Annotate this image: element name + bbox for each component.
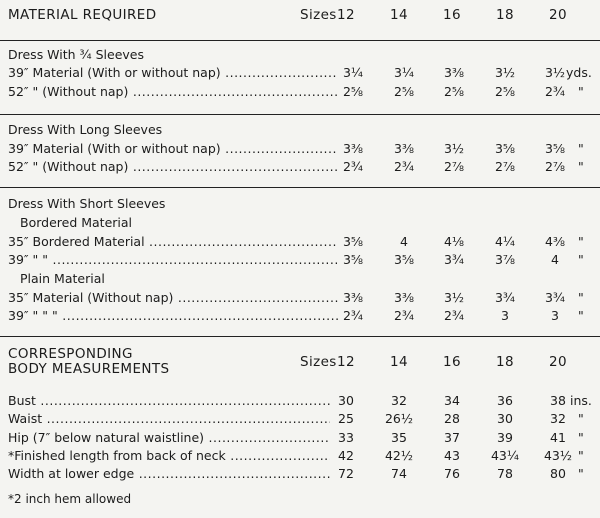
divider (0, 187, 600, 188)
divider (0, 114, 600, 115)
body-title-line1: CORRESPONDING (8, 346, 133, 362)
table-row: 35″ Bordered Material ..... 3⅝ 4 4⅛ 4¼ 4⅜ " (0, 233, 600, 250)
table-row: 35″ Material (Without nap) ..... 3⅜ 3⅜ 3½ 3¾ 3¾ " (0, 289, 600, 306)
size-12: 12 (337, 7, 355, 23)
footnote: *2 inch hem allowed (8, 492, 132, 506)
table-row: 39″ Material (With or without nap) ..... 3¼ 3¼ 3⅜ 3½ 3½ yds. (0, 64, 600, 81)
table-row: Waist ..... 25 26½ 28 30 32 " (0, 410, 600, 427)
subsection-title: Bordered Material (20, 215, 133, 230)
section-title: Dress With Long Sleeves (8, 122, 163, 137)
table-row: 52″ " (Without nap) ..... 2⅝ 2⅝ 2⅝ 2⅝ 2¾ " (0, 83, 600, 100)
size-16: 16 (443, 7, 461, 23)
table-row: *Finished length from back of neck ..... 42 42½ 43 43¼ 43½ " (0, 447, 600, 464)
table-row: 39″ Material (With or without nap) ..... 3⅜ 3⅜ 3½ 3⅝ 3⅝ " (0, 140, 600, 157)
material-header (0, 7, 600, 24)
page-title: MATERIAL REQUIRED (8, 7, 157, 23)
size-18: 18 (496, 7, 514, 23)
table-row: 52″ " (Without nap) ..... 2¾ 2¾ 2⅞ 2⅞ 2⅞ " (0, 158, 600, 175)
table-row: Hip (7″ below natural waistline) ..... 33 35 37 39 41 " (0, 429, 600, 446)
body-sizes-header: Sizes 12 14 16 18 20 (300, 354, 567, 370)
sizes-label: Sizes (300, 7, 337, 23)
section-title: Dress With Short Sleeves (8, 196, 166, 211)
table-row: Width at lower edge ..... 72 74 76 78 80 " (0, 465, 600, 482)
table-row: 39″ " " " ..... 2¾ 2¾ 2¾ 3 3 " (0, 307, 600, 324)
subsection-title: Plain Material (20, 271, 105, 286)
section-title: Dress With ¾ Sleeves (8, 47, 145, 62)
size-20: 20 (549, 7, 567, 23)
divider (0, 40, 600, 41)
body-title-line2: BODY MEASUREMENTS (8, 361, 170, 377)
table-row: Bust ..... 30 32 34 36 38 ins. (0, 392, 600, 409)
table-row: 39″ " " ..... 3⅝ 3⅝ 3¾ 3⅞ 4 " (0, 251, 600, 268)
size-14: 14 (390, 7, 408, 23)
divider (0, 336, 600, 337)
